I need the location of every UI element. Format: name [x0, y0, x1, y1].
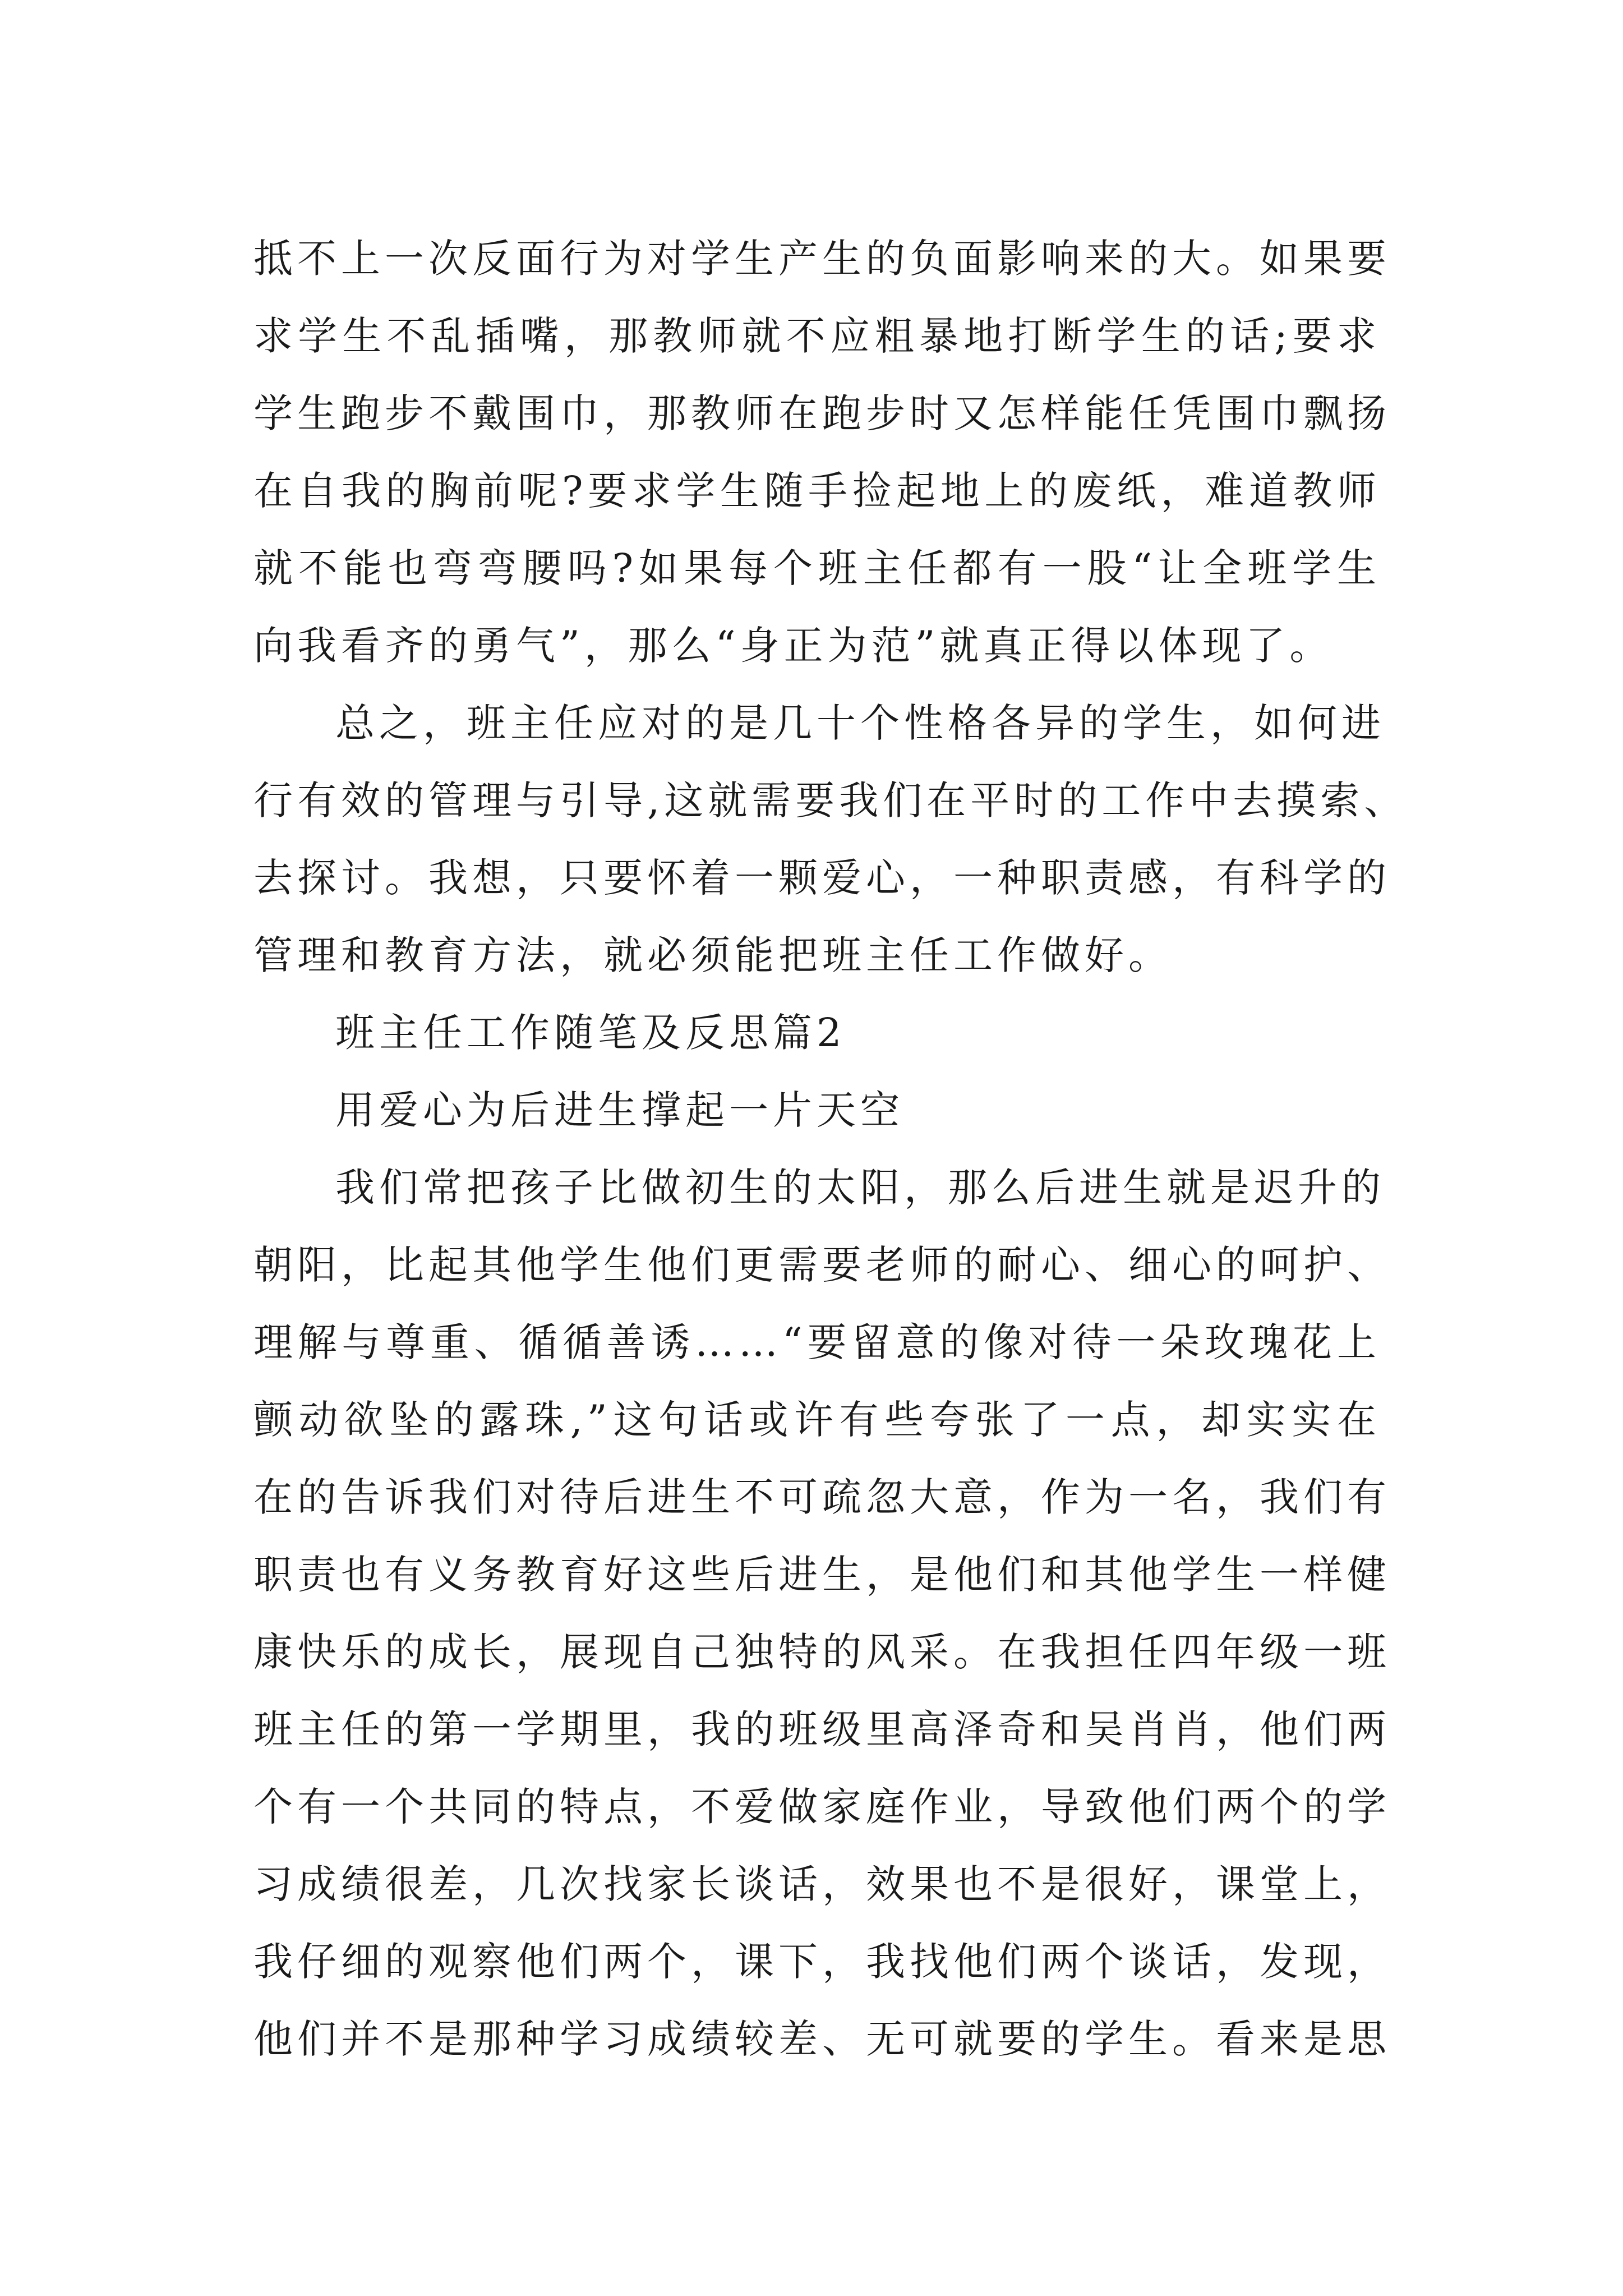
text-line: 行有效的管理与引导,这就需要我们在平时的工作中去摸索、: [253, 777, 1408, 823]
paragraph: [253, 1149, 1391, 2078]
text-line: 总之，班主任应对的是几十个性格各异的学生，如何进: [335, 700, 1385, 746]
text-line: 管理和教育方法，就必须能把班主任工作做好。: [253, 932, 1172, 978]
text-line: 求学生不乱插嘴，那教师就不应粗暴地打断学生的话;要求: [253, 313, 1381, 359]
text-line: 他们并不是那种学习成绩较差、无可就要的学生。看来是思: [253, 2016, 1391, 2062]
document-body: [253, 220, 1408, 2078]
text-line: 在自我的胸前呢?要求学生随手捡起地上的废纸，难道教师: [253, 468, 1381, 514]
text-line: 职责也有义务教育好这些后进生，是他们和其他学生一样健: [253, 1552, 1391, 1598]
paragraph: [253, 220, 1391, 684]
text-line: 我们常把孩子比做初生的太阳，那么后进生就是迟升的: [335, 1165, 1385, 1211]
text-line: 习成绩很差，几次找家长谈话，效果也不是很好，课堂上，: [253, 1861, 1391, 1907]
paragraph: [253, 684, 1408, 994]
text-line: 颤动欲坠的露珠,”这句话或许有些夸张了一点，却实实在: [253, 1397, 1381, 1443]
text-line: 个有一个共同的特点，不爱做家庭作业，导致他们两个的学: [253, 1784, 1391, 1830]
text-line: 就不能也弯弯腰吗?如果每个班主任都有一股“让全班学生: [253, 545, 1381, 591]
title-line: 用爱心为后进生撑起一片天空: [335, 1087, 904, 1133]
text-line: 学生跑步不戴围巾，那教师在跑步时又怎样能任凭围巾飘扬: [253, 390, 1391, 436]
text-line: 在的告诉我们对待后进生不可疏忽大意，作为一名，我们有: [253, 1474, 1391, 1520]
section-heading: [253, 994, 1381, 1071]
text-line: 抵不上一次反面行为对学生产生的负面影响来的大。如果要: [253, 236, 1391, 282]
text-line: 向我看齐的勇气”，那么“身正为范”就真正得以体现了。: [253, 623, 1334, 669]
text-line: 康快乐的成长，展现自己独特的风采。在我担任四年级一班: [253, 1629, 1391, 1675]
text-line: 班主任的第一学期里，我的班级里高泽奇和吴肖肖，他们两: [253, 1706, 1391, 1752]
text-line: 朝阳，比起其他学生他们更需要老师的耐心、细心的呵护、: [253, 1242, 1391, 1288]
text-line: 我仔细的观察他们两个，课下，我找他们两个谈话，发现，: [253, 1939, 1391, 1985]
text-line: 理解与尊重、循循善诱……“要留意的像对待一朵玫瑰花上: [253, 1319, 1381, 1365]
heading-line: 班主任工作随笔及反思篇2: [335, 1010, 846, 1056]
text-line: 去探讨。我想，只要怀着一颗爱心，一种职责感，有科学的: [253, 855, 1391, 901]
article-title: [253, 1071, 1381, 1149]
